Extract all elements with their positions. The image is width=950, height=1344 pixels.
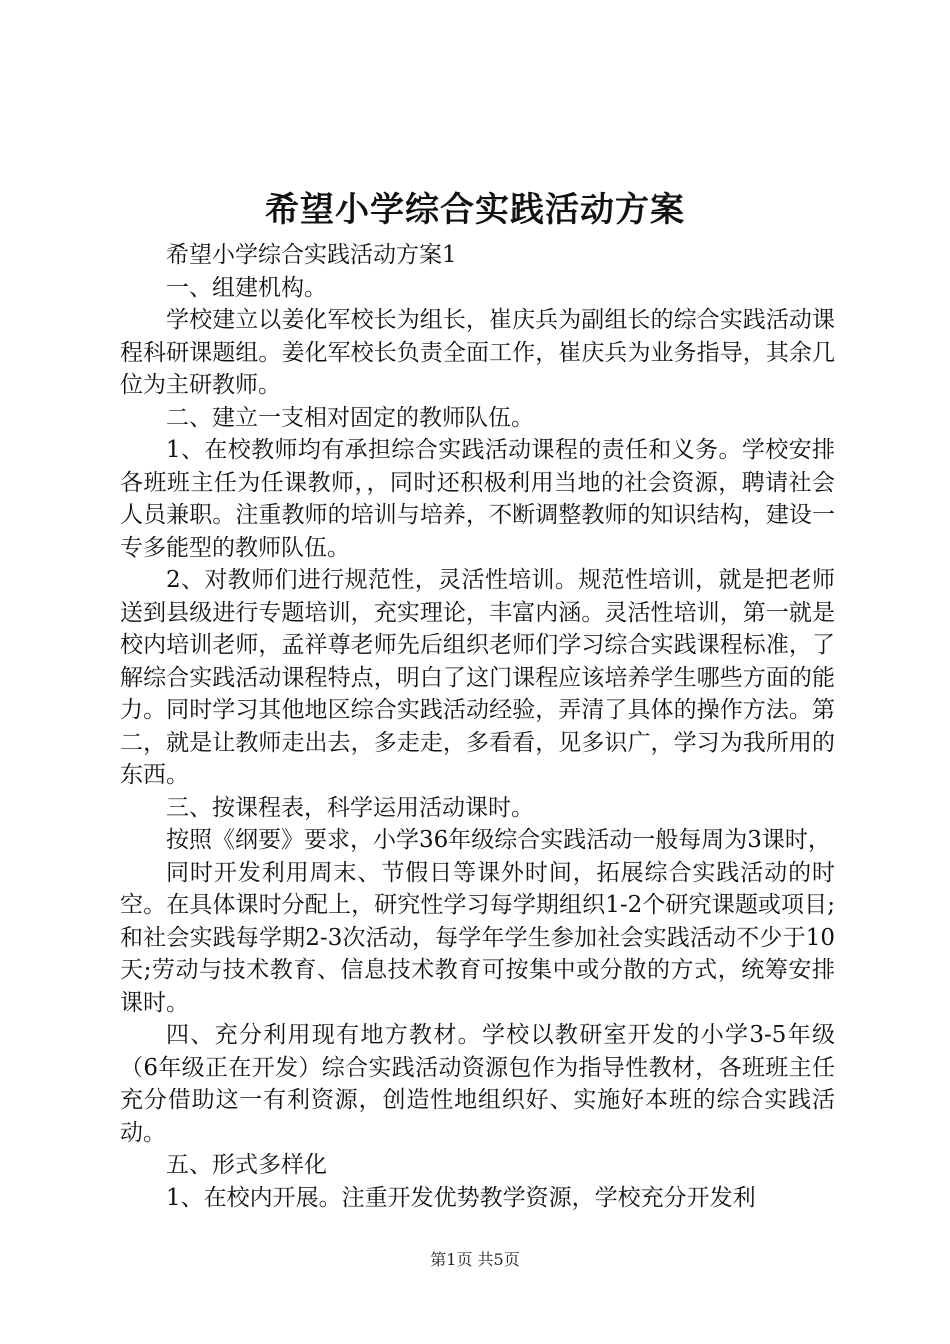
page-footer: 第1页 共5页 xyxy=(430,1250,520,1269)
paragraph-heading-4: 四、充分利用现有地方教材。学校以教研室开发的小学3-5年级（6年级正在开发）综合实践活动资源包作为指导性教材，各班班主任充分借助这一有利资源，创造性地组织好、实施好本班的综合实践活动。 xyxy=(120,1022,835,1146)
paragraph-heading-1: 一、组建机构。 xyxy=(166,274,327,301)
paragraph: 1、在校内开展。注重开发优势教学资源，学校充分开发利 xyxy=(166,1184,756,1211)
paragraph-subtitle: 希望小学综合实践活动方案1 xyxy=(166,242,457,268)
paragraph: 学校建立以姜化军校长为组长，崔庆兵为副组长的综合实践活动课程科研课题组。姜化军校长负责全面工作，崔庆兵为业务指导，其余几位为主研教师。 xyxy=(120,307,835,398)
document-body xyxy=(120,239,835,1214)
document-title: 希望小学综合实践活动方案 xyxy=(265,190,685,230)
paragraph: 按照《纲要》要求，小学36年级综合实践活动一般每周为3课时， xyxy=(166,827,831,853)
paragraph: 同时开发利用周末、节假日等课外时间，拓展综合实践活动的时空。在具体课时分配上，研究性学习每学期组织1-2个研究课题或项目;和社会实践每学期2-3次活动，每学年学生参加社会实践活动不少于10天;劳动与技术教育、信息技术教育可按集中或分散的方式，统筹安排课时。 xyxy=(120,859,835,1016)
paragraph-heading-5: 五、形式多样化 xyxy=(166,1152,327,1178)
paragraph-heading-3: 三、按课程表，科学运用活动课时。 xyxy=(166,794,534,821)
paragraph: 2、对教师们进行规范性，灵活性培训。规范性培训，就是把老师送到县级进行专题培训，充实理论，丰富内涵。灵活性培训，第一就是校内培训老师，孟祥尊老师先后组织老师们学习综合实践课程标准，了解综合实践活动课程特点，明白了这门课程应该培养学生哪些方面的能力。同时学习其他地区综合实践活动经验，弄清了具体的操作方法。第二，就是让教师走出去，多走走，多看看，见多识广，学习为我所用的东西。 xyxy=(120,567,835,788)
paragraph: 1、在校教师均有承担综合实践活动课程的责任和义务。学校安排各班班主任为任课教师，，同时还积极利用当地的社会资源，聘请社会人员兼职。注重教师的培训与培养，不断调整教师的知识结构，建设一专多能型的教师队伍。 xyxy=(120,437,835,561)
paragraph-heading-2: 二、建立一支相对固定的教师队伍。 xyxy=(166,404,534,431)
